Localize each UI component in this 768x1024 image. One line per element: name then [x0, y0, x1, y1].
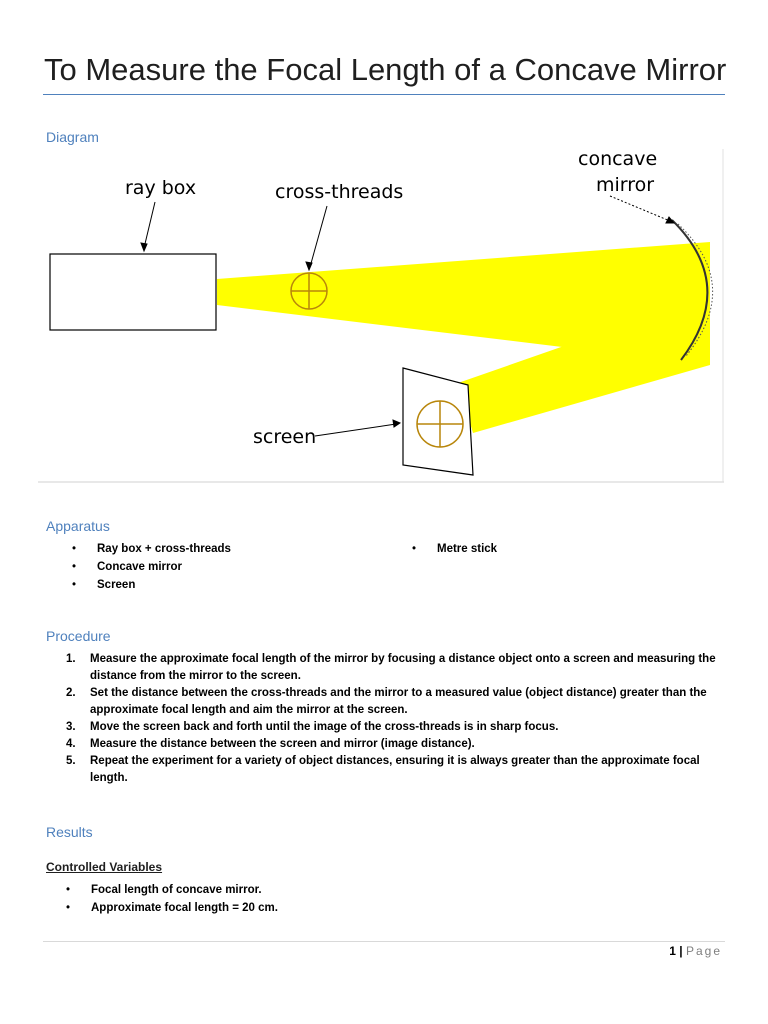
list-item: • Focal length of concave mirror.	[66, 884, 262, 896]
procedure-step: 4. Measure the distance between the screen and mirror (image distance).	[66, 738, 475, 750]
label-screen: screen	[253, 426, 317, 448]
title-underline	[43, 94, 725, 95]
apparatus-heading: Apparatus	[46, 518, 110, 534]
list-item: • Screen	[72, 579, 136, 591]
page-number-footer	[669, 944, 722, 958]
cross-threads-symbol	[291, 273, 327, 309]
experiment-diagram	[38, 145, 724, 483]
page-title: To Measure the Focal Length of a Concave Mirror	[44, 52, 727, 87]
results-heading: Results	[46, 824, 93, 840]
footer-divider	[43, 941, 725, 942]
list-item: • Ray box + cross-threads	[72, 543, 231, 555]
label-ray-box: ray box	[125, 177, 197, 199]
procedure-step: 5. Repeat the experiment for a variety of object distances, ensuring it is always greater than the approximate focal length.	[66, 755, 700, 784]
controlled-variables-list	[56, 881, 278, 917]
label-mirror: mirror	[596, 174, 655, 196]
apparatus-list-right	[402, 540, 497, 558]
list-item: • Metre stick	[412, 543, 498, 555]
ray-box	[50, 254, 216, 330]
procedure-step: 2. Set the distance between the cross-threads and the mirror to a measured value (object distance) greater than the approximate focal length and aim the mirror at the screen.	[66, 687, 707, 716]
controlled-variables-heading: Controlled Variables	[46, 860, 163, 874]
label-concave: concave	[578, 148, 658, 170]
procedure-list	[66, 651, 726, 787]
apparatus-list-left	[62, 540, 231, 594]
label-cross-threads: cross-threads	[275, 181, 404, 203]
procedure-step: 3. Move the screen back and forth until the image of the cross-threads is in sharp focus.	[66, 721, 559, 733]
footer-separator: |	[679, 944, 683, 958]
diagram-heading: Diagram	[46, 129, 99, 145]
procedure-heading: Procedure	[46, 628, 111, 644]
list-item: • Approximate focal length = 20 cm.	[66, 902, 278, 914]
screen-image-crosshair	[417, 401, 463, 447]
page-number: 1	[669, 944, 676, 958]
list-item: • Concave mirror	[72, 561, 183, 573]
page-label: Page	[685, 944, 722, 958]
procedure-step: 1. Measure the approximate focal length of the mirror by focusing a distance object onto a screen and measuring the distance from the mirror to the screen.	[66, 653, 716, 682]
